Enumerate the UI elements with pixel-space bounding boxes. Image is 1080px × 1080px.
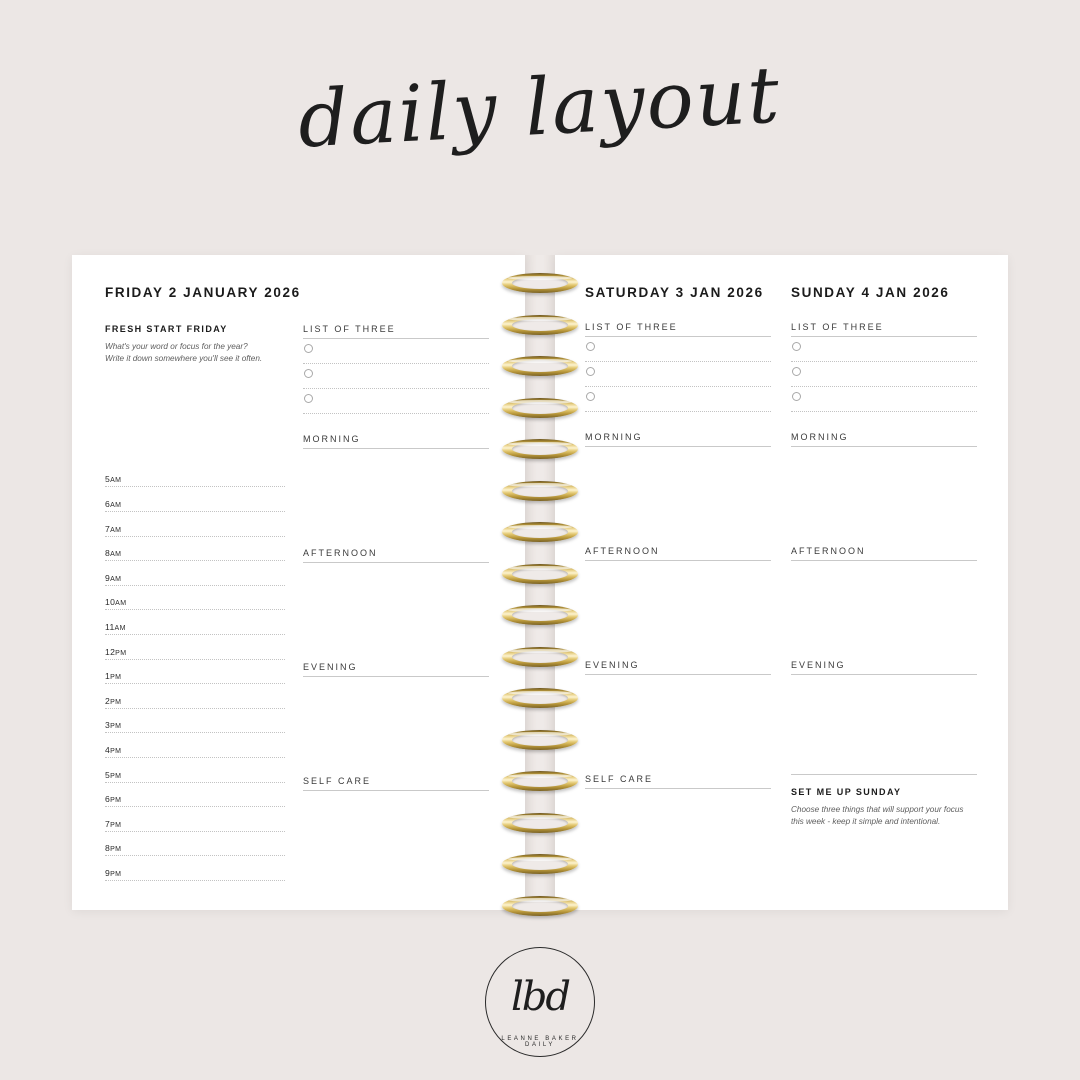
self-care-notes[interactable] [585, 789, 771, 829]
hour-row[interactable] [105, 487, 285, 512]
right-page-column-sunday [791, 285, 977, 829]
hour-label: 3PM [105, 720, 122, 731]
checkbox-circle-icon[interactable] [586, 367, 595, 376]
afternoon-notes[interactable] [791, 561, 977, 660]
left-page-column-sections [303, 324, 489, 881]
fresh-start-friday-prompt [105, 341, 285, 365]
section-label-morning: MORNING [791, 432, 977, 447]
section-label-list-of-three: LIST OF THREE [585, 322, 771, 337]
coil-ring [502, 647, 578, 667]
hour-label: 6AM [105, 498, 122, 509]
prompt-line-1: Choose three things that will support your focus [791, 805, 964, 814]
hour-label: 6PM [105, 794, 122, 805]
list-item[interactable] [585, 387, 771, 412]
hour-label: 5PM [105, 769, 122, 780]
list-item[interactable] [303, 364, 489, 389]
hour-label: 5AM [105, 474, 122, 485]
afternoon-notes[interactable] [585, 561, 771, 660]
hour-row[interactable] [105, 783, 285, 808]
section-label-afternoon: AFTERNOON [585, 546, 771, 561]
section-label-evening: EVENING [303, 662, 489, 677]
hour-label: 12PM [105, 646, 127, 657]
coil-ring [502, 605, 578, 625]
coil-ring [502, 439, 578, 459]
morning-notes[interactable] [585, 447, 771, 546]
checkbox-circle-icon[interactable] [304, 394, 313, 403]
planner-left-page [72, 255, 525, 910]
checkbox-circle-icon[interactable] [792, 367, 801, 376]
hour-row[interactable] [105, 733, 285, 758]
hour-label: 7AM [105, 523, 122, 534]
logo-monogram: lbd [510, 974, 569, 1020]
checkbox-circle-icon[interactable] [304, 369, 313, 378]
coil-ring [502, 522, 578, 542]
page-title-text: daily layout [296, 50, 784, 166]
self-care-notes[interactable] [303, 791, 489, 831]
coil-ring [502, 730, 578, 750]
planner-right-page [555, 255, 1008, 910]
list-item[interactable] [791, 387, 977, 412]
planner-coil-binding [502, 273, 582, 903]
hour-row[interactable] [105, 660, 285, 685]
hour-row[interactable] [105, 807, 285, 832]
section-label-afternoon: AFTERNOON [303, 548, 489, 563]
hour-label: 4PM [105, 744, 122, 755]
left-page-column-hours [105, 324, 285, 881]
coil-ring [502, 315, 578, 335]
afternoon-notes[interactable] [303, 563, 489, 662]
set-me-up-sunday-label: SET ME UP SUNDAY [791, 787, 902, 797]
section-label-list-of-three: LIST OF THREE [791, 322, 977, 337]
section-label-morning: MORNING [585, 432, 771, 447]
prompt-line-1: What's your word or focus for the year? [105, 342, 248, 351]
section-label-self-care: SELF CARE [303, 776, 489, 791]
evening-notes[interactable] [303, 677, 489, 776]
sunday-date-heading: SUNDAY 4 JAN 2026 [791, 285, 950, 300]
brand-logo [0, 947, 1080, 1062]
prompt-line-2: this week - keep it simple and intentional. [791, 816, 941, 826]
list-of-three [791, 337, 977, 412]
hour-row[interactable] [105, 684, 285, 709]
list-of-three [585, 337, 771, 412]
list-item[interactable] [791, 362, 977, 387]
coil-ring [502, 564, 578, 584]
checkbox-circle-icon[interactable] [586, 392, 595, 401]
hour-row[interactable] [105, 610, 285, 635]
hour-label: 8AM [105, 548, 122, 559]
logo-circle-icon [485, 947, 595, 1057]
hour-row[interactable] [105, 561, 285, 586]
fresh-start-friday-label: FRESH START FRIDAY [105, 324, 228, 334]
coil-ring [502, 481, 578, 501]
list-item[interactable] [585, 362, 771, 387]
section-label-self-care: SELF CARE [585, 774, 771, 789]
section-label-morning: MORNING [303, 434, 489, 449]
coil-ring [502, 813, 578, 833]
section-label-list-of-three: LIST OF THREE [303, 324, 489, 339]
coil-ring [502, 771, 578, 791]
coil-ring [502, 688, 578, 708]
right-page-column-saturday [585, 285, 771, 829]
hour-row[interactable] [105, 832, 285, 857]
hour-label: 11AM [105, 621, 126, 632]
hour-row[interactable] [105, 586, 285, 611]
left-page-date-heading: FRIDAY 2 JANUARY 2026 [105, 285, 301, 300]
coil-ring [502, 356, 578, 376]
logo-subtitle: LEANNE BAKER DAILY [501, 1036, 579, 1048]
hour-label: 9AM [105, 572, 122, 583]
hour-row[interactable] [105, 635, 285, 660]
hourly-schedule [105, 463, 285, 881]
section-label-evening: EVENING [791, 660, 977, 675]
list-of-three [303, 339, 489, 414]
evening-notes[interactable] [585, 675, 771, 774]
hour-label: 9PM [105, 867, 122, 878]
checkbox-circle-icon[interactable] [792, 342, 801, 351]
checkbox-circle-icon[interactable] [586, 342, 595, 351]
hour-label: 1PM [105, 671, 122, 682]
planner-spread [72, 255, 1008, 910]
morning-notes[interactable] [791, 447, 977, 546]
coil-ring [502, 398, 578, 418]
hour-row[interactable] [105, 512, 285, 537]
saturday-date-heading: SATURDAY 3 JAN 2026 [585, 285, 764, 300]
hour-row[interactable] [105, 856, 285, 881]
section-label-afternoon: AFTERNOON [791, 546, 977, 561]
coil-ring [502, 273, 578, 293]
coil-ring [502, 854, 578, 874]
coil-ring [502, 896, 578, 916]
hour-row[interactable] [105, 537, 285, 562]
list-item[interactable] [585, 337, 771, 362]
hour-label: 10AM [105, 597, 127, 608]
hour-label: 7PM [105, 818, 122, 829]
hour-label: 8PM [105, 843, 122, 854]
hour-row[interactable] [105, 463, 285, 488]
hour-row[interactable] [105, 758, 285, 783]
section-label-evening: EVENING [585, 660, 771, 675]
hour-row[interactable] [105, 709, 285, 734]
checkbox-circle-icon[interactable] [304, 344, 313, 353]
evening-notes[interactable] [791, 675, 977, 774]
checkbox-circle-icon[interactable] [792, 392, 801, 401]
page-title [0, 50, 1080, 166]
list-item[interactable] [791, 337, 977, 362]
list-item[interactable] [303, 389, 489, 414]
hour-label: 2PM [105, 695, 122, 706]
list-item[interactable] [303, 339, 489, 364]
set-me-up-sunday-prompt [791, 804, 977, 828]
prompt-line-2: Write it down somewhere you'll see it often. [105, 353, 263, 363]
morning-notes[interactable] [303, 449, 489, 548]
